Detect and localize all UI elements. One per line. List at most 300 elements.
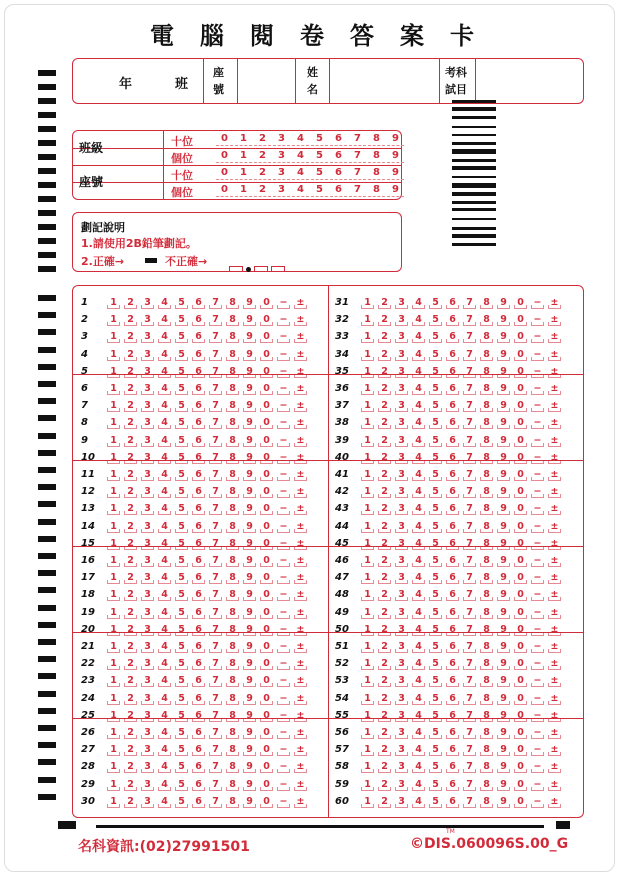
answer-bubble[interactable]: 1 (359, 693, 376, 704)
answer-bubble[interactable]: 7 (461, 607, 478, 618)
answer-bubble[interactable]: − (275, 366, 292, 377)
answer-bubble[interactable]: 0 (512, 538, 529, 549)
answer-bubble[interactable]: 2 (376, 589, 393, 600)
answer-bubble[interactable]: 8 (224, 589, 241, 600)
answer-bubble[interactable]: 5 (427, 486, 444, 497)
answer-bubble[interactable]: ± (292, 693, 309, 704)
digit-bubble[interactable]: 3 (272, 184, 291, 195)
answer-bubble[interactable]: 9 (241, 555, 258, 566)
answer-bubble[interactable]: 5 (427, 675, 444, 686)
seat-cell[interactable] (203, 59, 204, 103)
answer-bubble[interactable]: 5 (427, 607, 444, 618)
answer-bubble[interactable]: 5 (427, 693, 444, 704)
answer-bubble[interactable]: 1 (105, 417, 122, 428)
answer-bubble[interactable]: ± (546, 693, 563, 704)
answer-bubble[interactable]: 7 (461, 297, 478, 308)
answer-bubble[interactable]: 3 (139, 710, 156, 721)
answer-bubble[interactable]: 5 (427, 572, 444, 583)
answer-bubble[interactable]: 7 (461, 693, 478, 704)
answer-bubble[interactable]: 9 (241, 538, 258, 549)
answer-bubble[interactable]: 7 (207, 383, 224, 394)
answer-bubble[interactable]: − (275, 349, 292, 360)
answer-bubble[interactable]: − (275, 589, 292, 600)
answer-bubble[interactable]: 7 (207, 366, 224, 377)
answer-bubble[interactable]: ± (292, 452, 309, 463)
answer-bubble[interactable]: 0 (512, 366, 529, 377)
answer-bubble[interactable]: 7 (207, 710, 224, 721)
answer-bubble[interactable]: − (529, 383, 546, 394)
answer-bubble[interactable]: 3 (393, 469, 410, 480)
answer-bubble[interactable]: 8 (224, 761, 241, 772)
answer-bubble[interactable]: 5 (173, 366, 190, 377)
answer-bubble[interactable]: 4 (156, 727, 173, 738)
answer-bubble[interactable]: 5 (427, 779, 444, 790)
answer-bubble[interactable]: − (275, 727, 292, 738)
answer-bubble[interactable]: 2 (122, 658, 139, 669)
answer-bubble[interactable]: 3 (139, 331, 156, 342)
answer-bubble[interactable]: 9 (495, 452, 512, 463)
answer-bubble[interactable]: 6 (444, 503, 461, 514)
answer-bubble[interactable]: 2 (122, 349, 139, 360)
answer-bubble[interactable]: 9 (241, 366, 258, 377)
answer-bubble[interactable]: 1 (105, 710, 122, 721)
answer-bubble[interactable]: 7 (461, 314, 478, 325)
answer-bubble[interactable]: 1 (359, 761, 376, 772)
answer-bubble[interactable]: 6 (444, 435, 461, 446)
answer-bubble[interactable]: 2 (376, 314, 393, 325)
answer-bubble[interactable]: ± (292, 314, 309, 325)
answer-bubble[interactable]: 1 (359, 624, 376, 635)
answer-bubble[interactable]: 7 (207, 314, 224, 325)
answer-bubble[interactable]: 4 (410, 486, 427, 497)
answer-bubble[interactable]: ± (292, 641, 309, 652)
answer-bubble[interactable]: ± (546, 521, 563, 532)
answer-bubble[interactable]: 2 (122, 572, 139, 583)
answer-bubble[interactable]: 7 (207, 521, 224, 532)
answer-bubble[interactable]: − (275, 331, 292, 342)
answer-bubble[interactable]: 6 (444, 366, 461, 377)
answer-bubble[interactable]: 3 (393, 727, 410, 738)
answer-bubble[interactable]: 2 (376, 779, 393, 790)
answer-bubble[interactable]: − (529, 314, 546, 325)
answer-bubble[interactable]: 4 (410, 796, 427, 807)
answer-bubble[interactable]: 8 (224, 744, 241, 755)
answer-bubble[interactable]: 6 (190, 710, 207, 721)
answer-bubble[interactable]: − (275, 572, 292, 583)
answer-bubble[interactable]: 9 (241, 693, 258, 704)
digit-bubble[interactable]: 9 (386, 150, 405, 161)
answer-bubble[interactable]: ± (546, 538, 563, 549)
digit-bubble[interactable]: 8 (367, 167, 386, 178)
answer-bubble[interactable]: 9 (495, 779, 512, 790)
answer-bubble[interactable]: 5 (173, 331, 190, 342)
answer-bubble[interactable]: 3 (393, 331, 410, 342)
digit-bubble[interactable]: 9 (386, 133, 405, 144)
answer-bubble[interactable]: − (275, 658, 292, 669)
answer-bubble[interactable]: 2 (376, 607, 393, 618)
digit-bubble[interactable]: 5 (310, 184, 329, 195)
answer-bubble[interactable]: 7 (207, 607, 224, 618)
answer-bubble[interactable]: 1 (359, 452, 376, 463)
answer-bubble[interactable]: 0 (258, 417, 275, 428)
answer-bubble[interactable]: 0 (512, 727, 529, 738)
answer-bubble[interactable]: 4 (156, 297, 173, 308)
answer-bubble[interactable]: 5 (173, 538, 190, 549)
answer-bubble[interactable]: 9 (495, 503, 512, 514)
answer-bubble[interactable]: − (275, 675, 292, 686)
answer-bubble[interactable]: 5 (173, 796, 190, 807)
answer-bubble[interactable]: 0 (258, 727, 275, 738)
digit-bubble[interactable]: 2 (253, 150, 272, 161)
answer-bubble[interactable]: 7 (461, 383, 478, 394)
answer-bubble[interactable]: 3 (139, 796, 156, 807)
answer-bubble[interactable]: ± (546, 555, 563, 566)
answer-bubble[interactable]: 6 (444, 607, 461, 618)
answer-bubble[interactable]: 6 (190, 658, 207, 669)
answer-bubble[interactable]: ± (546, 486, 563, 497)
answer-bubble[interactable]: 1 (105, 607, 122, 618)
answer-bubble[interactable]: ± (292, 538, 309, 549)
answer-bubble[interactable]: 4 (156, 572, 173, 583)
answer-bubble[interactable]: 8 (478, 624, 495, 635)
answer-bubble[interactable]: 3 (139, 314, 156, 325)
answer-bubble[interactable]: 0 (258, 486, 275, 497)
answer-bubble[interactable]: 1 (105, 727, 122, 738)
answer-bubble[interactable]: ± (546, 658, 563, 669)
answer-bubble[interactable]: 0 (512, 469, 529, 480)
answer-bubble[interactable]: ± (546, 400, 563, 411)
answer-bubble[interactable]: 5 (427, 641, 444, 652)
answer-bubble[interactable]: 6 (444, 796, 461, 807)
answer-bubble[interactable]: 7 (461, 555, 478, 566)
answer-bubble[interactable]: 2 (122, 675, 139, 686)
answer-bubble[interactable]: 4 (410, 658, 427, 669)
answer-bubble[interactable]: − (275, 607, 292, 618)
answer-bubble[interactable]: 3 (139, 383, 156, 394)
answer-bubble[interactable]: 8 (478, 761, 495, 772)
answer-bubble[interactable]: 5 (173, 486, 190, 497)
answer-bubble[interactable]: ± (292, 486, 309, 497)
answer-bubble[interactable]: ± (292, 675, 309, 686)
answer-bubble[interactable]: 3 (139, 297, 156, 308)
answer-bubble[interactable]: − (275, 452, 292, 463)
answer-bubble[interactable]: 5 (427, 349, 444, 360)
answer-bubble[interactable]: 6 (444, 400, 461, 411)
answer-bubble[interactable]: ± (546, 297, 563, 308)
answer-bubble[interactable]: 8 (224, 452, 241, 463)
digit-bubble[interactable]: 0 (215, 150, 234, 161)
answer-bubble[interactable]: ± (292, 383, 309, 394)
answer-bubble[interactable]: 4 (156, 452, 173, 463)
answer-bubble[interactable]: − (529, 607, 546, 618)
answer-bubble[interactable]: 1 (105, 744, 122, 755)
answer-bubble[interactable]: 5 (173, 435, 190, 446)
answer-bubble[interactable]: 0 (512, 555, 529, 566)
answer-bubble[interactable]: 6 (190, 744, 207, 755)
answer-bubble[interactable]: 4 (410, 331, 427, 342)
answer-bubble[interactable]: 8 (224, 658, 241, 669)
answer-bubble[interactable]: − (275, 538, 292, 549)
answer-bubble[interactable]: 7 (461, 624, 478, 635)
answer-bubble[interactable]: 0 (258, 572, 275, 583)
answer-bubble[interactable]: 5 (173, 572, 190, 583)
answer-bubble[interactable]: 4 (156, 641, 173, 652)
answer-bubble[interactable]: 2 (376, 675, 393, 686)
answer-bubble[interactable]: 0 (512, 624, 529, 635)
answer-bubble[interactable]: − (275, 761, 292, 772)
answer-bubble[interactable]: 9 (241, 572, 258, 583)
answer-bubble[interactable]: 8 (478, 297, 495, 308)
answer-bubble[interactable]: 8 (478, 400, 495, 411)
answer-bubble[interactable]: 3 (393, 521, 410, 532)
answer-bubble[interactable]: 9 (495, 624, 512, 635)
answer-bubble[interactable]: 0 (512, 297, 529, 308)
answer-bubble[interactable]: 5 (173, 383, 190, 394)
answer-bubble[interactable]: 2 (122, 796, 139, 807)
answer-bubble[interactable]: 7 (461, 761, 478, 772)
answer-bubble[interactable]: 6 (190, 503, 207, 514)
answer-bubble[interactable]: 0 (258, 607, 275, 618)
answer-bubble[interactable]: 2 (376, 538, 393, 549)
answer-bubble[interactable]: − (529, 435, 546, 446)
answer-bubble[interactable]: ± (546, 624, 563, 635)
answer-bubble[interactable]: ± (546, 675, 563, 686)
answer-bubble[interactable]: 0 (258, 366, 275, 377)
answer-bubble[interactable]: 1 (359, 521, 376, 532)
answer-bubble[interactable]: − (529, 469, 546, 480)
answer-bubble[interactable]: 6 (444, 658, 461, 669)
answer-bubble[interactable]: 6 (190, 486, 207, 497)
answer-bubble[interactable]: 4 (410, 435, 427, 446)
answer-bubble[interactable]: 8 (224, 503, 241, 514)
answer-bubble[interactable]: 7 (461, 366, 478, 377)
answer-bubble[interactable]: 8 (224, 555, 241, 566)
answer-bubble[interactable]: 5 (427, 521, 444, 532)
answer-bubble[interactable]: 3 (139, 779, 156, 790)
answer-bubble[interactable]: 6 (444, 727, 461, 738)
answer-bubble[interactable]: 3 (393, 693, 410, 704)
answer-bubble[interactable]: 0 (258, 779, 275, 790)
answer-bubble[interactable]: 0 (512, 744, 529, 755)
name-input-cell[interactable] (329, 59, 330, 103)
answer-bubble[interactable]: 7 (207, 400, 224, 411)
answer-bubble[interactable]: − (529, 503, 546, 514)
digit-bubble[interactable]: 4 (291, 133, 310, 144)
answer-bubble[interactable]: 1 (105, 297, 122, 308)
answer-bubble[interactable]: 7 (461, 727, 478, 738)
answer-bubble[interactable]: 7 (207, 589, 224, 600)
answer-bubble[interactable]: 6 (444, 589, 461, 600)
answer-bubble[interactable]: 4 (410, 624, 427, 635)
answer-bubble[interactable]: 9 (495, 675, 512, 686)
answer-bubble[interactable]: 0 (258, 744, 275, 755)
answer-bubble[interactable]: ± (546, 417, 563, 428)
answer-bubble[interactable]: 3 (139, 469, 156, 480)
answer-bubble[interactable]: − (275, 521, 292, 532)
answer-bubble[interactable]: 9 (241, 675, 258, 686)
answer-bubble[interactable]: 2 (376, 796, 393, 807)
answer-bubble[interactable]: 3 (393, 641, 410, 652)
answer-bubble[interactable]: 9 (495, 538, 512, 549)
answer-bubble[interactable]: 9 (495, 521, 512, 532)
answer-bubble[interactable]: 6 (190, 366, 207, 377)
answer-bubble[interactable]: 4 (156, 521, 173, 532)
answer-bubble[interactable]: 1 (359, 779, 376, 790)
answer-bubble[interactable]: ± (292, 779, 309, 790)
answer-bubble[interactable]: 9 (241, 521, 258, 532)
answer-bubble[interactable]: 0 (258, 796, 275, 807)
answer-bubble[interactable]: 4 (156, 503, 173, 514)
answer-bubble[interactable]: 2 (376, 555, 393, 566)
answer-bubble[interactable]: 1 (359, 727, 376, 738)
digit-bubble[interactable]: 2 (253, 184, 272, 195)
answer-bubble[interactable]: − (275, 417, 292, 428)
answer-bubble[interactable]: 2 (376, 486, 393, 497)
answer-bubble[interactable]: − (275, 469, 292, 480)
answer-bubble[interactable]: 2 (376, 366, 393, 377)
answer-bubble[interactable]: 2 (376, 349, 393, 360)
answer-bubble[interactable]: ± (292, 710, 309, 721)
answer-bubble[interactable]: 8 (478, 710, 495, 721)
answer-bubble[interactable]: 9 (495, 400, 512, 411)
answer-bubble[interactable]: 4 (410, 538, 427, 549)
answer-bubble[interactable]: ± (292, 331, 309, 342)
answer-bubble[interactable]: 6 (444, 538, 461, 549)
answer-bubble[interactable]: − (529, 727, 546, 738)
answer-bubble[interactable]: 3 (393, 383, 410, 394)
answer-bubble[interactable]: 9 (241, 435, 258, 446)
answer-bubble[interactable]: 6 (444, 521, 461, 532)
answer-bubble[interactable]: ± (292, 400, 309, 411)
answer-bubble[interactable]: 8 (224, 624, 241, 635)
answer-bubble[interactable]: 0 (512, 779, 529, 790)
answer-bubble[interactable]: 8 (478, 349, 495, 360)
answer-bubble[interactable]: 7 (207, 452, 224, 463)
answer-bubble[interactable]: 3 (139, 607, 156, 618)
answer-bubble[interactable]: 6 (190, 331, 207, 342)
answer-bubble[interactable]: ± (292, 469, 309, 480)
answer-bubble[interactable]: 9 (241, 796, 258, 807)
answer-bubble[interactable]: 5 (173, 744, 190, 755)
answer-bubble[interactable]: 1 (359, 572, 376, 583)
answer-bubble[interactable]: 9 (495, 589, 512, 600)
answer-bubble[interactable]: 2 (376, 435, 393, 446)
answer-bubble[interactable]: ± (546, 452, 563, 463)
answer-bubble[interactable]: 9 (241, 452, 258, 463)
answer-bubble[interactable]: 5 (427, 452, 444, 463)
answer-bubble[interactable]: 0 (258, 589, 275, 600)
answer-bubble[interactable]: − (275, 435, 292, 446)
answer-bubble[interactable]: 4 (410, 469, 427, 480)
answer-bubble[interactable]: 4 (410, 314, 427, 325)
answer-bubble[interactable]: 2 (122, 710, 139, 721)
digit-bubble[interactable]: 8 (367, 150, 386, 161)
answer-bubble[interactable]: 2 (122, 744, 139, 755)
answer-bubble[interactable]: 3 (139, 521, 156, 532)
answer-bubble[interactable]: 8 (224, 400, 241, 411)
answer-bubble[interactable]: 3 (393, 761, 410, 772)
name-cell[interactable] (295, 59, 296, 103)
answer-bubble[interactable]: 9 (495, 383, 512, 394)
answer-bubble[interactable]: 4 (410, 675, 427, 686)
digit-bubble[interactable]: 7 (348, 133, 367, 144)
digit-bubble[interactable]: 3 (272, 133, 291, 144)
answer-bubble[interactable]: 0 (258, 503, 275, 514)
answer-bubble[interactable]: ± (546, 589, 563, 600)
answer-bubble[interactable]: 4 (156, 366, 173, 377)
answer-bubble[interactable]: 6 (190, 383, 207, 394)
answer-bubble[interactable]: − (529, 417, 546, 428)
answer-bubble[interactable]: 0 (258, 761, 275, 772)
answer-bubble[interactable]: 1 (359, 331, 376, 342)
answer-bubble[interactable]: ± (546, 727, 563, 738)
answer-bubble[interactable]: 5 (173, 607, 190, 618)
answer-bubble[interactable]: 4 (410, 349, 427, 360)
digit-bubble[interactable]: 5 (310, 167, 329, 178)
answer-bubble[interactable]: 3 (139, 452, 156, 463)
answer-bubble[interactable]: − (529, 624, 546, 635)
answer-bubble[interactable]: 3 (139, 675, 156, 686)
answer-bubble[interactable]: 8 (224, 314, 241, 325)
answer-bubble[interactable]: 2 (122, 435, 139, 446)
answer-bubble[interactable]: 1 (359, 675, 376, 686)
answer-bubble[interactable]: 6 (190, 761, 207, 772)
answer-bubble[interactable]: 2 (376, 400, 393, 411)
answer-bubble[interactable]: 5 (427, 727, 444, 738)
answer-bubble[interactable]: 7 (461, 658, 478, 669)
answer-bubble[interactable]: ± (292, 435, 309, 446)
answer-bubble[interactable]: 1 (105, 779, 122, 790)
answer-bubble[interactable]: 7 (461, 331, 478, 342)
answer-bubble[interactable]: 8 (478, 779, 495, 790)
answer-bubble[interactable]: 1 (105, 314, 122, 325)
answer-bubble[interactable]: 0 (512, 521, 529, 532)
answer-bubble[interactable]: 7 (207, 538, 224, 549)
answer-bubble[interactable]: 2 (122, 366, 139, 377)
answer-bubble[interactable]: 1 (359, 297, 376, 308)
answer-bubble[interactable]: 2 (122, 693, 139, 704)
answer-bubble[interactable]: 5 (173, 417, 190, 428)
answer-bubble[interactable]: 9 (241, 400, 258, 411)
answer-bubble[interactable]: 9 (495, 349, 512, 360)
answer-bubble[interactable]: − (275, 624, 292, 635)
answer-bubble[interactable]: 8 (478, 331, 495, 342)
answer-bubble[interactable]: ± (546, 744, 563, 755)
answer-bubble[interactable]: ± (546, 710, 563, 721)
answer-bubble[interactable]: 6 (444, 486, 461, 497)
answer-bubble[interactable]: 4 (410, 400, 427, 411)
answer-bubble[interactable]: 9 (495, 331, 512, 342)
answer-bubble[interactable]: − (529, 297, 546, 308)
answer-bubble[interactable]: 8 (224, 796, 241, 807)
digit-bubble[interactable]: 5 (310, 133, 329, 144)
digit-bubble[interactable]: 4 (291, 184, 310, 195)
answer-bubble[interactable]: 7 (461, 538, 478, 549)
answer-bubble[interactable]: 1 (359, 555, 376, 566)
digit-bubble[interactable]: 7 (348, 150, 367, 161)
answer-bubble[interactable]: ± (292, 761, 309, 772)
answer-bubble[interactable]: 7 (207, 469, 224, 480)
answer-bubble[interactable]: 8 (224, 675, 241, 686)
answer-bubble[interactable]: 1 (359, 486, 376, 497)
answer-bubble[interactable]: 3 (393, 349, 410, 360)
answer-bubble[interactable]: 9 (241, 503, 258, 514)
subject-cell[interactable] (439, 59, 440, 103)
answer-bubble[interactable]: 5 (427, 297, 444, 308)
answer-bubble[interactable]: 3 (139, 658, 156, 669)
answer-bubble[interactable]: 4 (410, 744, 427, 755)
answer-bubble[interactable]: 0 (258, 521, 275, 532)
